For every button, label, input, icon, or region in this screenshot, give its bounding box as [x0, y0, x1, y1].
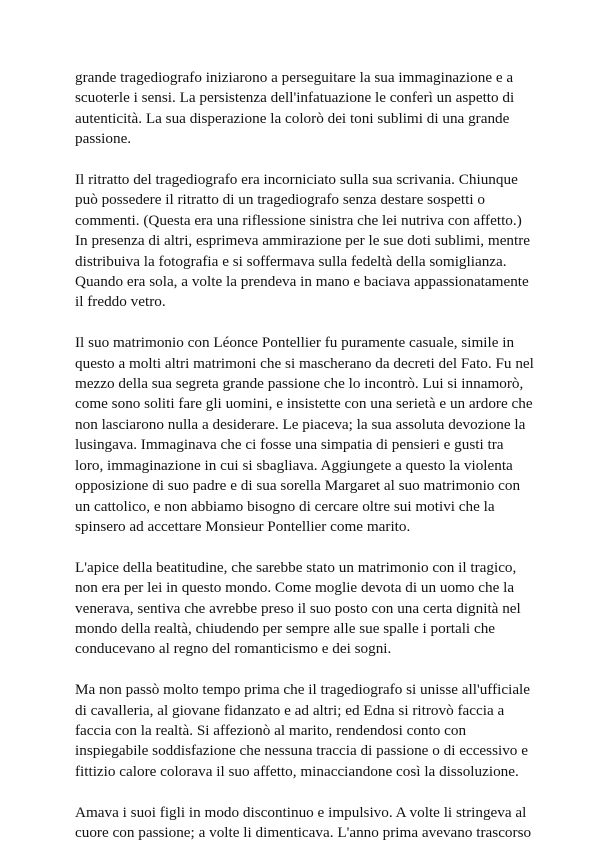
document-page — [75, 68, 535, 843]
paragraph-1: grande tragediografo iniziarono a perseguitare la sua immaginazione e a scuoterle i sensi. La persistenza dell'infatuazione le conferì un aspetto di autenticità. La sua disperazione la colorò dei toni sublimi di una grande passione. — [75, 69, 515, 148]
paragraph-2: Il ritratto del tragediografo era incorniciato sulla sua scrivania. Chiunque può possedere il ritratto di un tragediografo senza destare sospetti o commenti. (Questa era una riflessione sinistra che lei nutriva con affetto.) In presenza di altri, esprimeva ammirazione per le sue doti sublimi, mentre distribuiva la fotografia e si soffermava sulla fedeltà della somiglianza. Quando era sola, a volte la prendeva in mano e baciava appassionatamente il freddo vetro. — [75, 171, 531, 311]
paragraph-5: Ma non passò molto tempo prima che il tragediografo si unisse all'ufficiale di cavalleria, al giovane fidanzato e ad altri; ed Edna si ritrovò faccia a faccia con la realtà. Si affezionò al marito, rendendosi conto con inspiegabile soddisfazione che nessuna traccia di passione o di eccessivo e fittizio calore colorava il suo affetto, minacciandone così la dissoluzione. — [75, 681, 531, 780]
paragraph-6: Amava i suoi figli in modo discontinuo e impulsivo. A volte li stringeva al cuore con passione; a volte li dimenticava. L'anno prima avevano trascorso — [75, 803, 532, 841]
paragraph-4: L'apice della beatitudine, che sarebbe stato un matrimonio con il tragico, non era per lei in questo mondo. Come moglie devota di un uomo che la venerava, sentiva che avrebbe preso il suo posto con una certa dignità nel mondo della realtà, chiudendo per sempre alle sue spalle i portali che conducevano al regno del romanticismo e dei sogni. — [75, 558, 521, 658]
paragraph-3: Il suo matrimonio con Léonce Pontellier fu puramente casuale, simile in questo a molti altri matrimoni che si mascherano da decreti del Fato. Fu nel mezzo della sua segreta grande passione che lo incontrò. Lui si innamorò, come sono soliti fare gli uomini, e insistette con una serietà e un ardore che non lasciarono nulla a desiderare. Le piaceva; la sua assoluta devozione la lusingava. Immaginava che ci fosse una simpatia di pensieri e gusti tra loro, immaginazione in cui si sbagliava. Aggiungete a questo la violenta opposizione di suo padre e di sua sorella Margaret al suo matrimonio con un cattolico, e non abbiamo bisogno di cercare oltre sui motivi che la spinsero ad accettare Monsieur Pontellier come marito. — [75, 334, 534, 535]
